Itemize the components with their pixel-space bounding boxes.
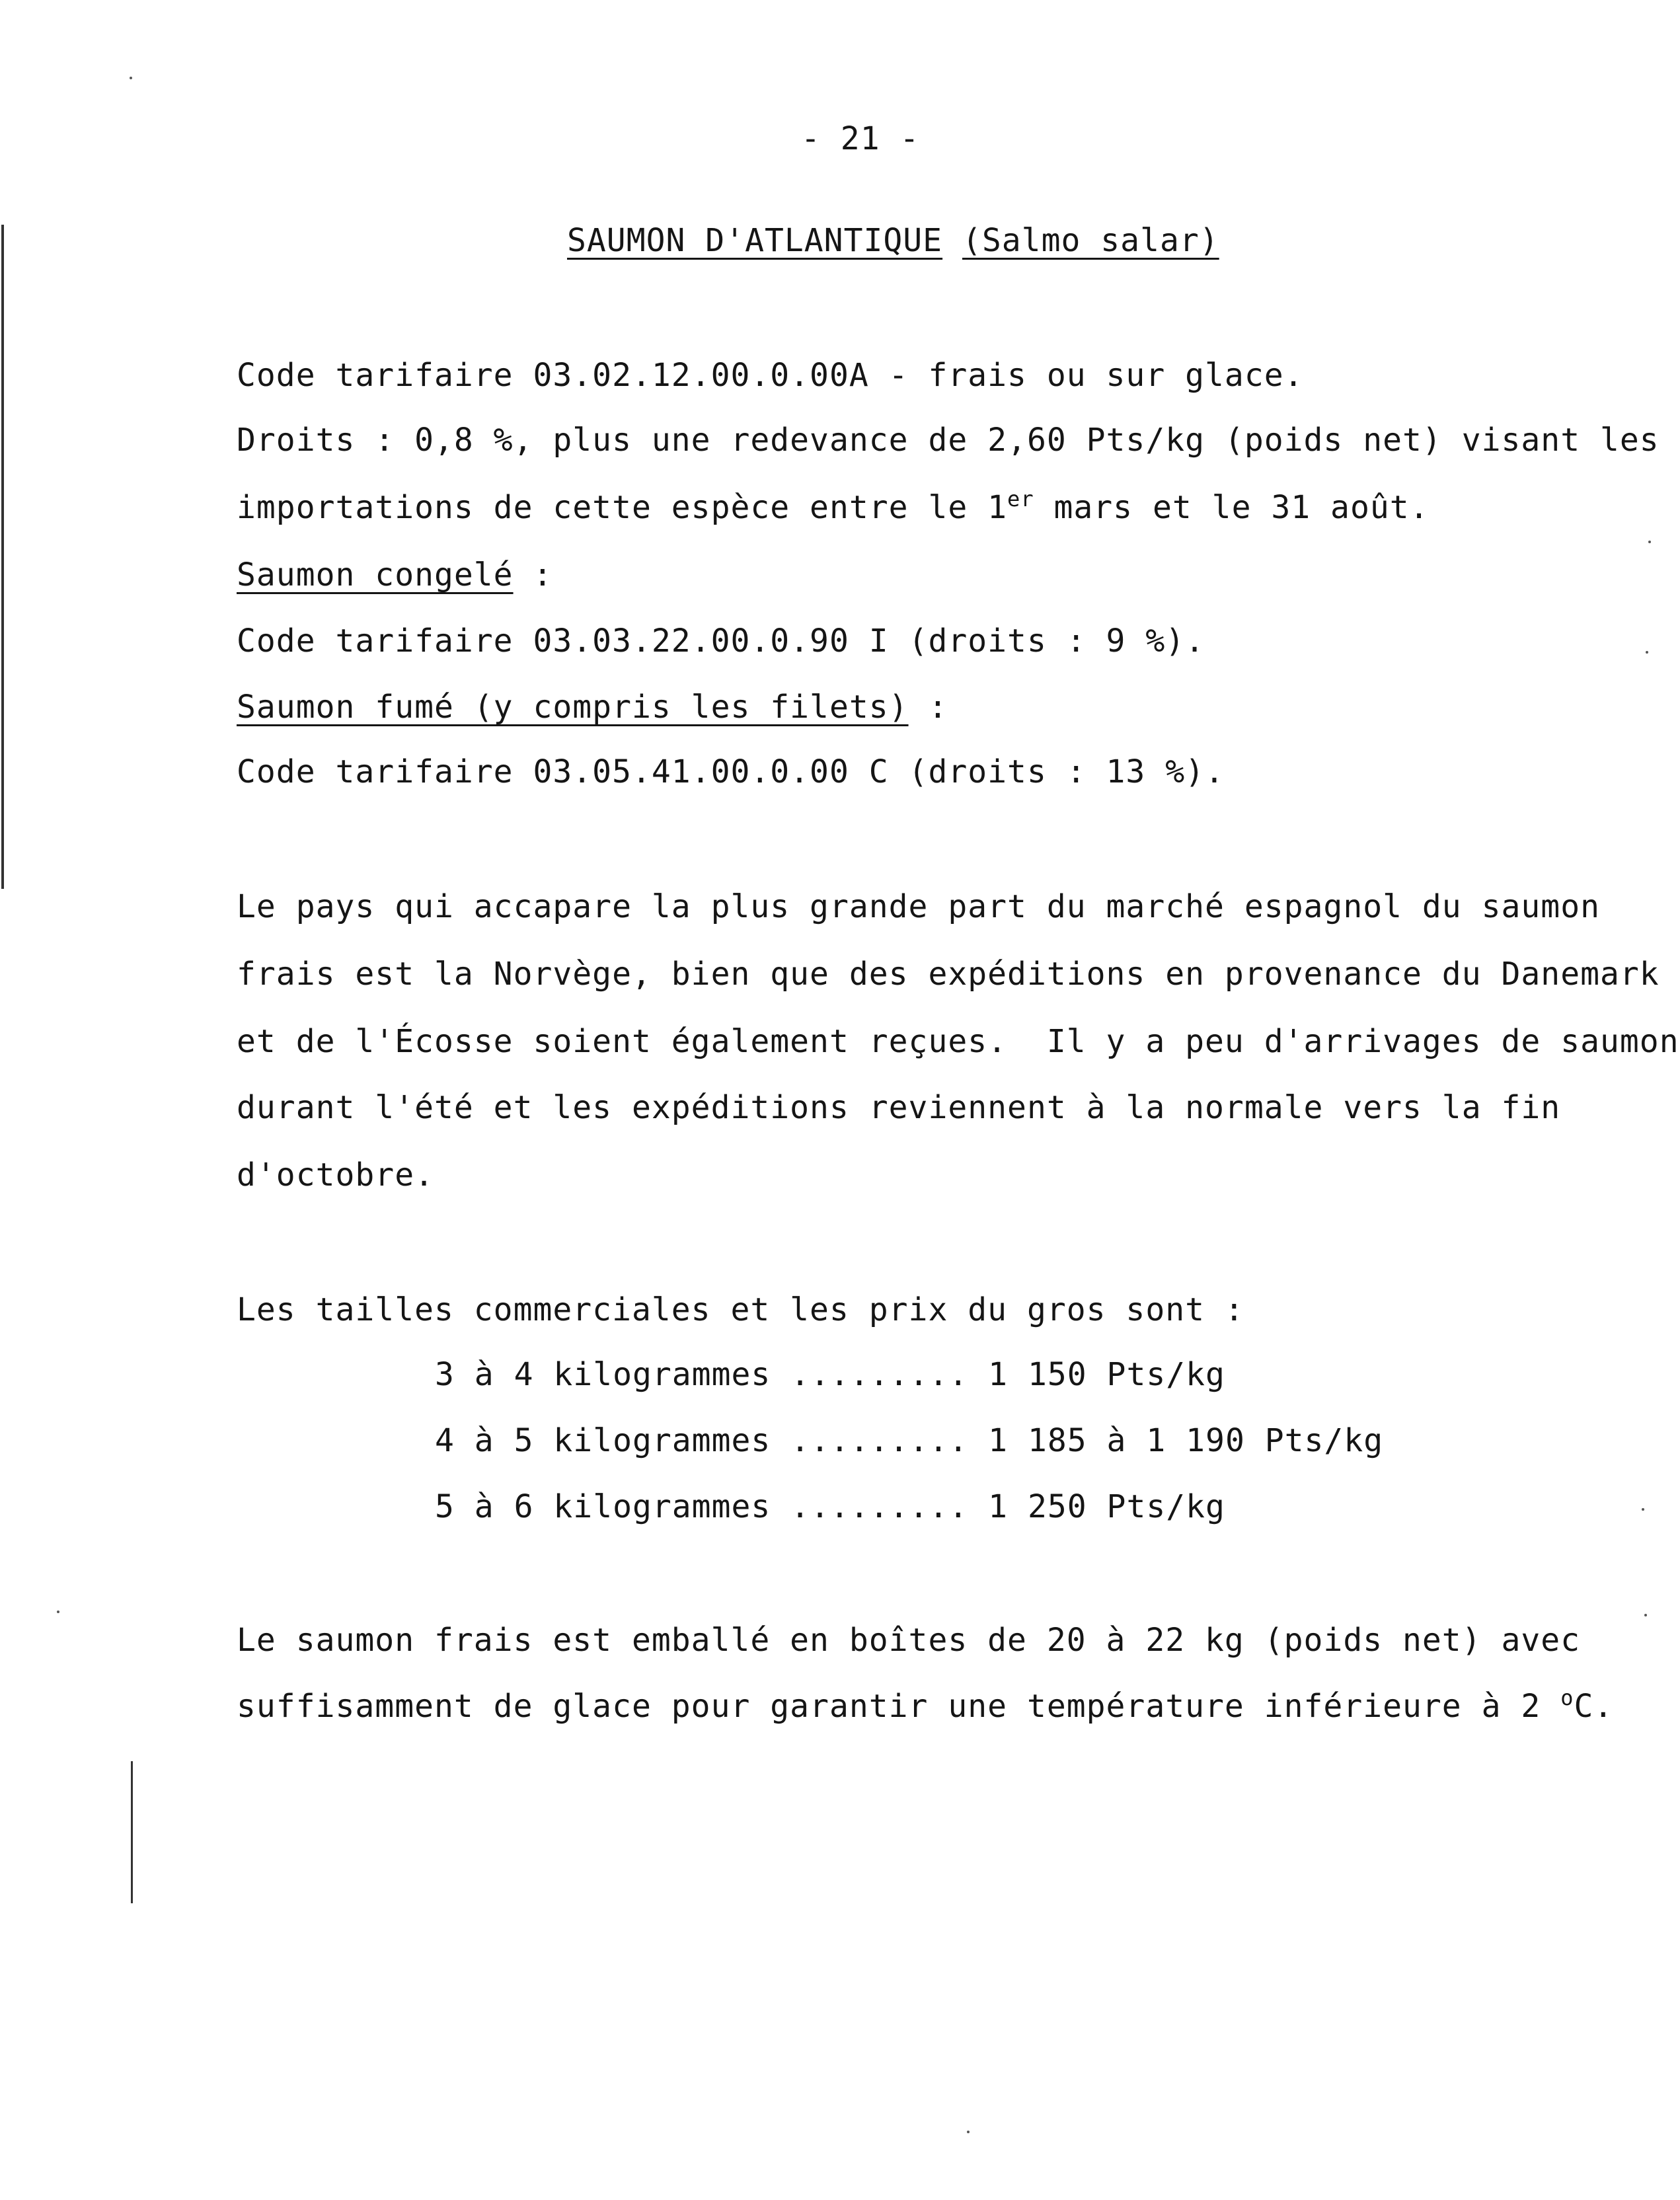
page-number: - 21 - [801,120,920,157]
frozen-salmon-heading-text: Saumon congelé [237,556,514,593]
ordinal-superscript: er [1007,486,1034,512]
market-paragraph-line-4: durant l'été et les expéditions reviennent à la normale vers la fin [237,1089,1561,1126]
packaging-line-2 [237,1687,1613,1726]
left-margin-rule-lower [131,1761,133,1903]
frozen-salmon-code: Code tarifaire 03.03.22.00.0.90 I (droits : 9 %). [237,623,1205,660]
market-paragraph-line-5: d'octobre. [237,1157,434,1194]
smoked-salmon-heading-colon: : [908,689,948,726]
smoked-salmon-heading-text: Saumon fumé (y compris les filets) [237,689,909,726]
scan-speck [57,1611,59,1613]
packaging-line-2-start: suffisamment de glace pour garantir une température inférieure à 2 [237,1688,1561,1725]
packaging-line-2-end: C. [1574,1688,1614,1725]
scan-speck [1642,1508,1644,1511]
scan-speck [1648,541,1651,543]
packaging-line-1: Le saumon frais est emballé en boîtes de 20 à 22 kg (poids net) avec [237,1622,1581,1659]
tariff-fresh-line-3-end: mars et le 31 août. [1034,489,1430,526]
scan-speck [1644,1614,1647,1616]
left-margin-rule [1,225,4,889]
market-paragraph-line-2: frais est la Norvège, bien que des expéditions en provenance du Danemark [237,956,1660,993]
market-paragraph-line-3: et de l'Écosse soient également reçues. Il y a peu d'arrivages de saumon [237,1023,1679,1060]
price-row: 5 à 6 kilogrammes ......... 1 250 Pts/kg [435,1488,1225,1525]
title-main: SAUMON D'ATLANTIQUE [567,222,943,259]
price-row: 4 à 5 kilogrammes ......... 1 185 à 1 190 Pts/kg [435,1422,1384,1459]
frozen-salmon-heading [237,555,553,595]
title-latin-name: (Salmo salar) [962,222,1219,259]
tariff-fresh-line-2: Droits : 0,8 %, plus une redevance de 2,60 Pts/kg (poids net) visant les [237,422,1660,459]
smoked-salmon-code: Code tarifaire 03.05.41.00.0.00 C (droits : 13 %). [237,753,1225,790]
scan-speck [967,2131,970,2133]
page-title [567,221,1219,260]
tariff-fresh-line-3-start: importations de cette espèce entre le 1 [237,489,1008,526]
smoked-salmon-heading [237,687,948,727]
frozen-salmon-heading-colon: : [513,556,553,593]
tariff-fresh-line-3 [237,488,1430,527]
price-row: 3 à 4 kilogrammes ......... 1 150 Pts/kg [435,1356,1225,1393]
market-paragraph-line-1: Le pays qui accapare la plus grande part du marché espagnol du saumon [237,888,1600,925]
tariff-fresh-line-1: Code tarifaire 03.02.12.00.0.00A - frais ou sur glace. [237,357,1304,394]
degree-superscript: o [1560,1685,1574,1710]
scan-speck [130,77,132,79]
scan-speck [1646,651,1648,654]
sizes-intro: Les tailles commerciales et les prix du gros sont : [237,1291,1244,1328]
